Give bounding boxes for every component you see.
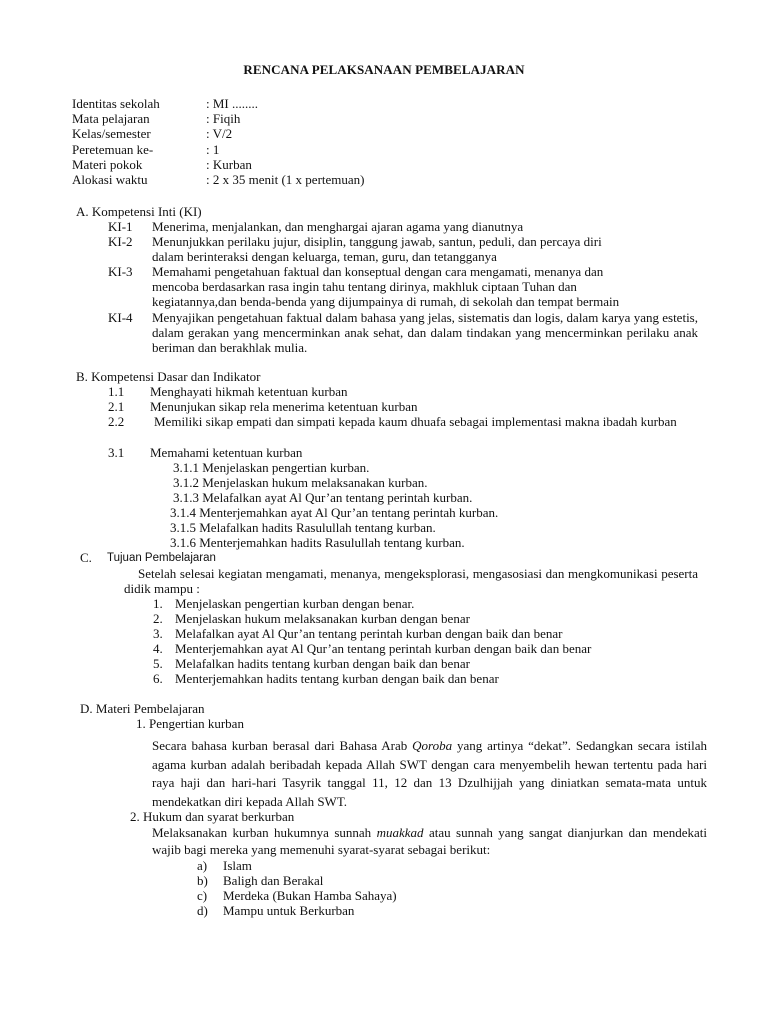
- condition-item: Islam: [223, 858, 252, 873]
- indicator-item: 3.1.1 Menjelaskan pengertian kurban.: [173, 460, 370, 475]
- identity-row: [72, 111, 365, 126]
- condition-marker: d): [197, 903, 208, 918]
- identity-value: : 1: [206, 141, 220, 157]
- goal-item: Menjelaskan pengertian kurban dengan benar.: [175, 596, 415, 611]
- identity-row: [72, 96, 365, 111]
- paragraph-text: Melaksanakan kurban hukumnya sunnah: [152, 825, 377, 840]
- identity-value: : Kurban: [206, 156, 252, 172]
- goal-number: 2.: [153, 611, 163, 626]
- ki-text-line: Memahami pengetahuan faktual dan konseptual dengan cara mengamati, menanya dan: [152, 264, 604, 279]
- kd-number: 1.1: [108, 384, 125, 399]
- paragraph-text: atau sunnah yang sangat dianjurkan dan mendekati wajib bagi mereka yang memenuhi syarat-syarat sebagai berikut:: [152, 825, 708, 857]
- kd-number: 3.1: [108, 445, 125, 460]
- ki-text-line: dalam berinteraksi dengan keluarga, teman, guru, dan tetangganya: [152, 249, 497, 264]
- kd-text: Memiliki sikap empati dan simpati kepada kaum dhuafa sebagai implementasi makna ibadah kurban: [154, 414, 677, 429]
- goal-item: Menterjemahkan ayat Al Qur’an tentang perintah kurban dengan baik dan benar: [175, 641, 592, 656]
- indicator-item: 3.1.3 Melafalkan ayat Al Qur’an tentang perintah kurban.: [173, 490, 473, 505]
- section-c-heading: Tujuan Pembelajaran: [107, 552, 216, 564]
- goal-item: Menjelaskan hukum melaksanakan kurban dengan benar: [175, 611, 470, 626]
- identity-value: : 2 x 35 menit (1 x pertemuan): [206, 171, 365, 187]
- condition-item: Baligh dan Berakal: [223, 873, 324, 888]
- indicator-item: 3.1.5 Melafalkan hadits Rasulullah tentang kurban.: [170, 520, 436, 535]
- identity-row: [72, 172, 365, 187]
- kd-text: Menunjukan sikap rela menerima ketentuan kurban: [150, 399, 418, 414]
- kd-text: Memahami ketentuan kurban: [150, 445, 303, 460]
- kd-number: 2.1: [108, 399, 125, 414]
- goal-item: Melafalkan ayat Al Qur’an tentang perintah kurban dengan baik dan benar: [175, 626, 563, 641]
- identity-table: [72, 96, 365, 187]
- identity-label: Alokasi waktu: [72, 171, 148, 187]
- material-item-title: 1. Pengertian kurban: [136, 716, 244, 731]
- identity-label: Kelas/semester: [72, 126, 151, 142]
- paragraph-text: Secara bahasa kurban berasal dari Bahasa Arab: [152, 738, 413, 753]
- condition-marker: b): [197, 873, 208, 888]
- condition-item: Merdeka (Bukan Hamba Sahaya): [223, 888, 397, 903]
- indicator-item: 3.1.6 Menterjemahkan hadits Rasulullah tentang kurban.: [170, 535, 465, 550]
- material-paragraph: [152, 824, 707, 858]
- section-c-intro: Setelah selesai kegiatan mengamati, menanya, mengeksplorasi, mengasosiasi dan mengkomunikasi peserta didik mampu :: [124, 566, 698, 597]
- condition-item: Mampu untuk Berkurban: [223, 903, 355, 918]
- ki-text-paragraph: Menyajikan pengetahuan faktual dalam bahasa yang jelas, sistematis dan logis, dalam karya yang estetis, dalam gerakan yang mencerminkan anak sehat, dan dalam tindakan yang mencerminkan perilaku anak beriman dan berakhlak mulia.: [152, 310, 698, 356]
- material-item-title: 2. Hukum dan syarat berkurban: [130, 809, 295, 824]
- indicator-item: 3.1.4 Menterjemahkan ayat Al Qur’an tentang perintah kurban.: [170, 505, 499, 520]
- identity-value: : V/2: [206, 126, 233, 142]
- paragraph-text: yang artinya “dekat”. Sedangkan secara istilah agama kurban adalah beribadah kepada Allah SWT dengan cara menyembelih hewan tertentu pada hari raya haji dan hari-hari Tasyrik tanggal 11, 12 dan 13 Dzulhijjah yang diniatkan semata-mata untuk mendekatkan diri kepada Allah SWT.: [152, 738, 707, 809]
- goal-number: 1.: [153, 596, 163, 611]
- goal-number: 3.: [153, 626, 163, 641]
- identity-row: [72, 142, 365, 157]
- identity-label: Peretemuan ke-: [72, 141, 154, 157]
- kd-number: 2.2: [108, 414, 125, 429]
- ki-code: KI-4: [108, 310, 133, 325]
- goal-number: 4.: [153, 641, 163, 656]
- goal-number: 5.: [153, 656, 163, 671]
- indicator-item: 3.1.2 Menjelaskan hukum melaksanakan kurban.: [173, 475, 428, 490]
- document-title: RENCANA PELAKSANAAN PEMBELAJARAN: [243, 62, 525, 77]
- ki-code: KI-3: [108, 264, 133, 279]
- ki-text-line: kegiatannya,dan benda-benda yang dijumpainya di rumah, di sekolah dan tempat bermain: [152, 294, 620, 309]
- condition-marker: c): [197, 888, 208, 903]
- identity-label: Materi pokok: [72, 156, 143, 172]
- identity-value: : Fiqih: [206, 111, 241, 127]
- identity-label: Identitas sekolah: [72, 96, 160, 111]
- ki-code: KI-2: [108, 234, 133, 249]
- goal-item: Menterjemahkan hadits tentang kurban dengan baik dan benar: [175, 671, 499, 686]
- section-c-letter: C.: [80, 550, 92, 565]
- ki-code: KI-1: [108, 219, 133, 234]
- ki-text-line: Menerima, menjalankan, dan menghargai ajaran agama yang dianutnya: [152, 219, 524, 234]
- section-a-heading: A. Kompetensi Inti (KI): [76, 204, 202, 219]
- goal-item: Melafalkan hadits tentang kurban dengan baik dan benar: [175, 656, 470, 671]
- material-paragraph: [152, 737, 707, 811]
- identity-row: [72, 126, 365, 141]
- identity-value: : MI ........: [206, 96, 258, 111]
- goal-number: 6.: [153, 671, 163, 686]
- kd-text: Menghayati hikmah ketentuan kurban: [150, 384, 348, 399]
- arabic-term: muakkad: [376, 825, 424, 840]
- ki-text-line: mencoba berdasarkan rasa ingin tahu tentang dirinya, makhluk ciptaan Tuhan dan: [152, 279, 577, 294]
- identity-label: Mata pelajaran: [72, 111, 150, 127]
- section-d-heading: D. Materi Pembelajaran: [80, 701, 205, 716]
- section-b-heading: B. Kompetensi Dasar dan Indikator: [76, 369, 261, 384]
- arabic-term: Qoroba: [412, 738, 453, 753]
- condition-marker: a): [197, 858, 208, 873]
- identity-row: [72, 157, 365, 172]
- ki-text-line: Menunjukkan perilaku jujur, disiplin, tanggung jawab, santun, peduli, dan percaya diri: [152, 234, 602, 249]
